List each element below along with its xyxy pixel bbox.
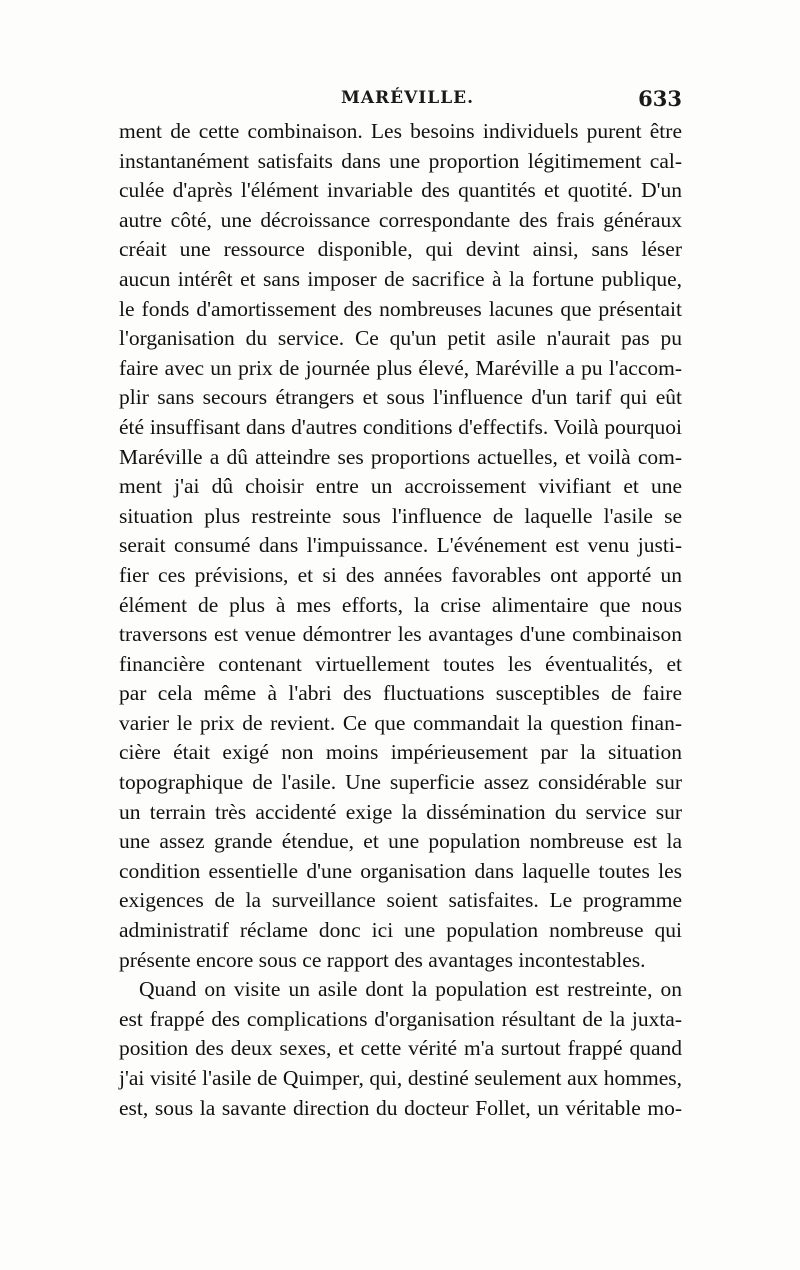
text-line: autre côté, une décroissance correspondante des frais généraux (119, 207, 682, 232)
running-title: MARÉVILLE. (341, 88, 475, 108)
text-line: un terrain très accidenté exige la dissémination du service sur (119, 799, 682, 824)
text-line: créait une ressource disponible, qui devint ainsi, sans léser (119, 237, 682, 262)
text-line: condition essentielle d'une organisation dans laquelle toutes les (119, 858, 682, 883)
text-line: varier le prix de revient. Ce que commandait la question finan- (119, 710, 682, 735)
text-line: faire avec un prix de journée plus élevé, Maréville a pu l'accom- (119, 355, 682, 380)
running-head (119, 88, 682, 116)
text-line: aucun intérêt et sans imposer de sacrifice à la fortune publique, (119, 266, 682, 291)
text-line: le fonds d'amortissement des nombreuses lacunes que présentait (119, 296, 682, 321)
text-line: administratif réclame donc ici une population nombreuse qui (119, 918, 682, 943)
text-line: par cela même à l'abri des fluctuations susceptibles de faire (119, 681, 682, 706)
text-line: ment j'ai dû choisir entre un accroissement vivifiant et une (119, 474, 682, 499)
text-line: Maréville a dû atteindre ses proportions actuelles, et voilà com- (119, 444, 682, 469)
text-line: topographique de l'asile. Une superficie assez considérable sur (119, 770, 682, 795)
paragraph-start-line: Quand on visite un asile dont la population est restreinte, on (139, 977, 682, 1002)
text-line: une assez grande étendue, et une population nombreuse est la (119, 829, 682, 854)
text-line: est frappé des complications d'organisation résultant de la juxta- (119, 1006, 682, 1031)
text-line: instantanément satisfaits dans une proportion légitimement cal- (119, 148, 682, 173)
text-line: j'ai visité l'asile de Quimper, qui, destiné seulement aux hommes, (119, 1066, 682, 1090)
paragraph-end-line: présente encore sous ce rapport des avantages incontestables. (119, 947, 646, 972)
body-text (119, 117, 682, 1123)
text-line: exigences de la surveillance soient satisfaites. Le programme (119, 888, 682, 913)
text-line: ment de cette combinaison. Les besoins individuels purent être (119, 119, 682, 143)
text-line: élément de plus à mes efforts, la crise alimentaire que nous (119, 592, 682, 617)
text-line: traversons est venue démontrer les avantages d'une combinaison (119, 622, 682, 647)
text-line: été insuffisant dans d'autres conditions d'effectifs. Voilà pourquoi (119, 414, 682, 439)
text-line: financière contenant virtuellement toutes les éventualités, et (119, 651, 682, 676)
text-line: serait consumé dans l'impuissance. L'événement est venu justi- (119, 533, 682, 558)
text-line: l'organisation du service. Ce qu'un petit asile n'aurait pas pu (119, 326, 682, 351)
text-line: plir sans secours étrangers et sous l'influence d'un tarif qui eût (119, 385, 682, 410)
text-line: position des deux sexes, et cette vérité m'a surtout frappé quand (119, 1036, 682, 1061)
text-line: situation plus restreinte sous l'influence de laquelle l'asile se (119, 503, 682, 528)
text-line: culée d'après l'élément invariable des quantités et quotité. D'un (119, 178, 682, 203)
text-line: est, sous la savante direction du docteur Follet, un véritable mo- (119, 1095, 682, 1120)
page-number: 633 (638, 86, 682, 111)
text-line: fier ces prévisions, et si des années favorables ont apporté un (119, 562, 682, 587)
text-line: cière était exigé non moins impérieusement par la situation (119, 740, 682, 765)
